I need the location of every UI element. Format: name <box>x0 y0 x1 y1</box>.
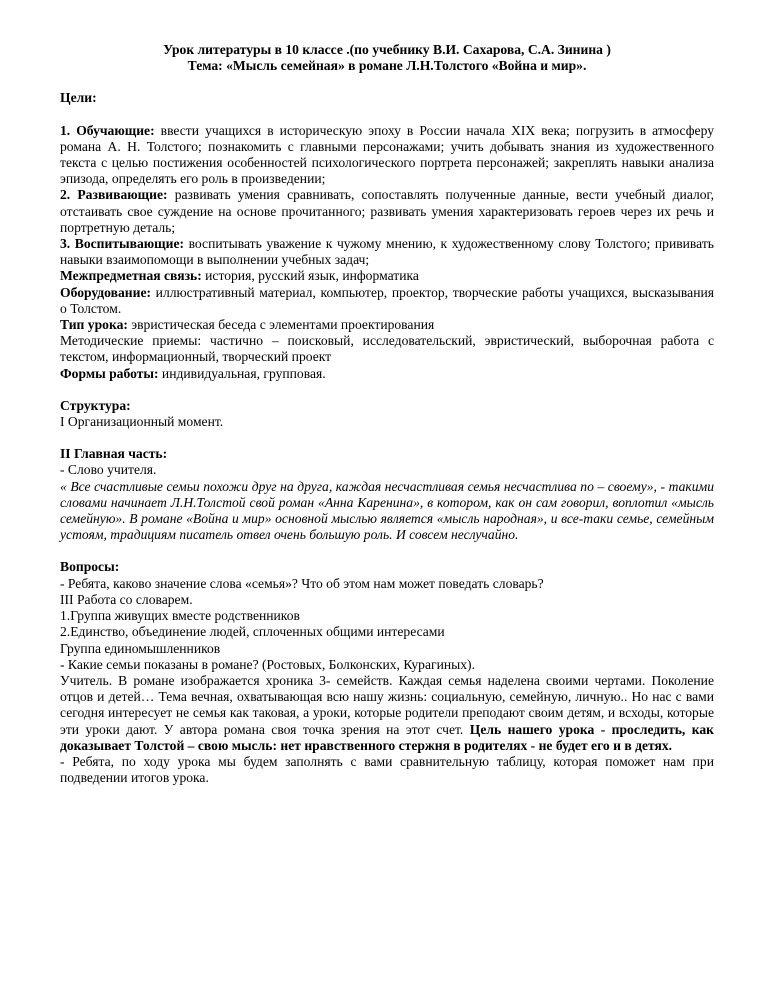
definition-1: 1.Группа живущих вместе родственников <box>60 608 300 624</box>
goal-upbringing <box>60 236 714 268</box>
work-forms <box>60 366 714 382</box>
question-families: - Какие семьи показаны в романе? (Ростовых, Болконских, Курагиных). <box>60 656 475 672</box>
lesson-goal: Цель нашего урока - проследить, как доказывает Толстой – свою мысль: нет нравственного стержня в родителях - не будет его и в детях. <box>60 721 714 753</box>
teacher-paragraph <box>60 673 714 754</box>
lesson-type-label: Тип урока: <box>60 317 128 333</box>
methods: Методические приемы: частично – поисковый, исследовательский, эвристический, выборочная работа с текстом, информационный, творческий проект <box>60 333 714 365</box>
teacher-word: - Слово учителя. <box>60 462 157 478</box>
goal-educational <box>60 123 714 188</box>
equipment <box>60 285 714 317</box>
epigraph-quote: « Все счастливые семьи похожи друг на друга, каждая несчастливая семья несчастлива по – своему», - такими словами начинает Л.Н.Толстой свой роман «Анна Каренина», в котором, как он сам говорил, воплотил «мысль семейную». В романе «Война и мир» основной мыслью является «мысль народная», и все-таки семье, семейным устоям, традициям писатель отвел очень большую роль. И совсем неслучайно. <box>60 478 714 543</box>
equipment-label: Оборудование: <box>60 284 152 300</box>
definition-2: 2.Единство, объединение людей, сплоченных общими интересами <box>60 624 445 640</box>
goal-developing-label: 2. Развивающие: <box>60 187 168 203</box>
teacher-paragraph-text: Учитель. В романе изображается хроника 3- семейств. Каждая семья наделена своими чертами. Поколение отцов и детей… Тема вечная, охватывающая всю нашу жизнь: социальную, семейную, личную.. Но нас с вами сегодня интересует не семья как таковая, а уроки, которые родители преподают своим детям, и всходы, которые эти уроки дают. У автора романа своя точка зрения на этот счет. <box>60 672 714 737</box>
lesson-topic: Тема: «Мысль семейная» в романе Л.Н.Толстого «Война и мир». <box>187 58 587 74</box>
interdisciplinary-link <box>60 268 714 284</box>
interdisciplinary-label: Межпредметная связь: <box>60 268 202 284</box>
goal-developing <box>60 187 714 236</box>
main-part-heading: II Главная часть: <box>60 446 168 462</box>
lesson-type-text: эвристическая беседа с элементами проектирования <box>127 317 435 333</box>
table-note: - Ребята, по ходу урока мы будем заполнять с вами сравнительную таблицу, которая поможет нам при подведении итогов урока. <box>60 753 714 786</box>
goal-educational-text: ввести учащихся в историческую эпоху в России начала XIX века; погрузить в атмосферу романа А. Н. Толстого; познакомить с главными персонажами; учить добывать знания из художественного текста с целью постижения особенностей психологического портрета персонажей; закреплять навыки анализа эпизода, определять его роль в произведении; <box>60 122 714 187</box>
work-forms-label: Формы работы: <box>60 365 159 381</box>
lesson-title: Урок литературы в 10 классе .(по учебнику В.И. Сахарова, С.А. Зинина ) <box>163 42 611 57</box>
questions-heading: Вопросы: <box>60 559 120 575</box>
structure-item-1: I Организационный момент. <box>60 414 224 430</box>
goal-developing-text: развивать умения сравнивать, сопоставлять полученные данные, вести учебный диалог, отстаивать свое суждение на основе прочитанного; развивать умения характеризовать героев через их речь и портретную деталь; <box>60 187 714 235</box>
goal-upbringing-label: 3. Воспитывающие: <box>60 236 185 252</box>
definition-3: Группа единомышленников <box>60 640 221 656</box>
work-forms-text: индивидуальная, групповая. <box>158 365 326 381</box>
dictionary-work: III Работа со словарем. <box>60 591 193 607</box>
goal-upbringing-text: воспитывать уважение к чужому мнению, к художественному слову Толстого; прививать навыки взаимопомощи в выполнении учебных задач; <box>60 236 714 268</box>
goals-heading: Цели: <box>60 90 97 106</box>
structure-heading: Структура: <box>60 397 131 413</box>
interdisciplinary-text: история, русский язык, информатика <box>201 268 419 284</box>
equipment-text: иллюстративный материал, компьютер, проектор, творческие работы учащихся, высказывания о Толстом. <box>60 284 714 316</box>
goal-educational-label: 1. Обучающие: <box>60 122 155 138</box>
question-family: - Ребята, каково значение слова «семья»? Что об этом нам может поведать словарь? <box>60 575 544 591</box>
lesson-type <box>60 317 714 333</box>
